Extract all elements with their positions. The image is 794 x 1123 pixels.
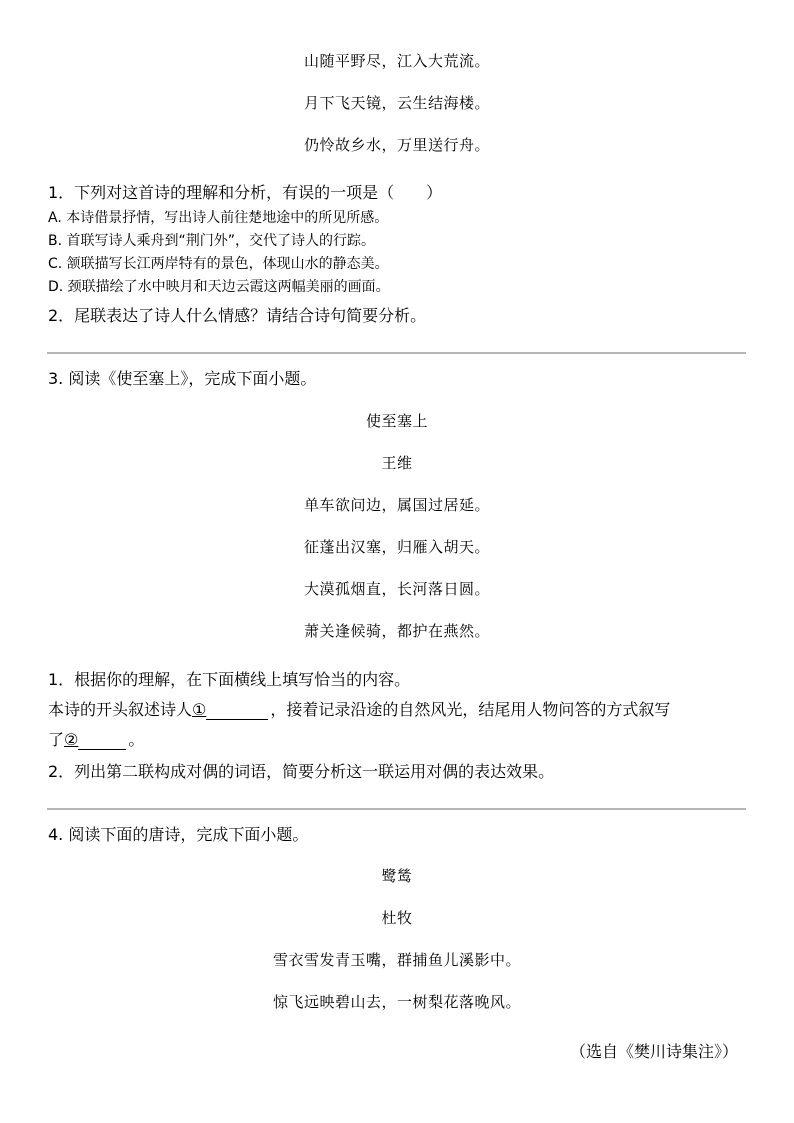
section-header: 4. 阅读下面的唐诗，完成下面小题。	[48, 825, 309, 844]
poem-line: 大漠孤烟直，长河落日圆。	[303, 580, 490, 598]
poem-author: 杜牧	[381, 909, 413, 927]
answer-blank-2[interactable]	[78, 732, 126, 750]
question-2: 2．尾联表达了诗人什么情感？请结合诗句简要分析。	[48, 306, 427, 325]
section-divider	[47, 352, 746, 354]
question-1: 1．下列对这首诗的理解和分析，有误的一项是（ ）	[48, 183, 443, 202]
option-c: C. 颔联描写长江两岸特有的景色，体现山水的静态美。	[48, 256, 389, 272]
fill-in-line-1	[48, 697, 670, 720]
poem-line: 征蓬出汉塞，归雁入胡天。	[303, 538, 490, 556]
option-a: A. 本诗借景抒情，写出诗人前往楚地途中的所见所感。	[48, 210, 389, 226]
poem-line: 雪衣雪发青玉嘴，群捕鱼儿溪影中。	[272, 951, 521, 969]
option-b: B. 首联写诗人乘舟到“荆门外”，交代了诗人的行踪。	[48, 233, 376, 249]
poem-title: 使至塞上	[365, 412, 428, 430]
poem-title: 鹭鸶	[381, 867, 413, 885]
fill-text: 。	[128, 730, 145, 749]
section-header: 3. 阅读《使至塞上》，完成下面小题。	[48, 369, 317, 388]
poem-author: 王维	[381, 454, 413, 472]
blank-mark-1: ①	[192, 700, 207, 719]
question-1: 1．根据你的理解，在下面横线上填写恰当的内容。	[48, 670, 411, 689]
poem-line: 仍怜故乡水，万里送行舟。	[303, 136, 490, 154]
answer-blank-1[interactable]	[206, 702, 268, 720]
fill-text: 本诗的开头叙述诗人	[48, 700, 193, 719]
question-2: 2．列出第二联构成对偶的词语，简要分析这一联运用对偶的表达效果。	[48, 762, 555, 781]
fill-in-line-2	[48, 727, 144, 750]
poem-line: 山随平野尽，江入大荒流。	[303, 52, 490, 70]
blank-mark-2: ②	[64, 730, 79, 749]
source-citation: （选自《樊川诗集注》）	[569, 1042, 738, 1061]
fill-text: 了	[48, 730, 65, 749]
poem-line: 惊飞远映碧山去，一树梨花落晚风。	[272, 993, 521, 1011]
poem-line: 萧关逢候骑，都护在燕然。	[303, 622, 490, 640]
section-divider	[47, 808, 746, 810]
option-d: D. 颈联描绘了水中映月和天边云霞这两幅美丽的画面。	[48, 279, 390, 295]
fill-text: ，接着记录沿途的自然风光，结尾用人物问答的方式叙写	[270, 700, 671, 719]
poem-line: 月下飞天镜，云生结海楼。	[303, 94, 490, 112]
poem-line: 单车欲问边，属国过居延。	[303, 496, 490, 514]
